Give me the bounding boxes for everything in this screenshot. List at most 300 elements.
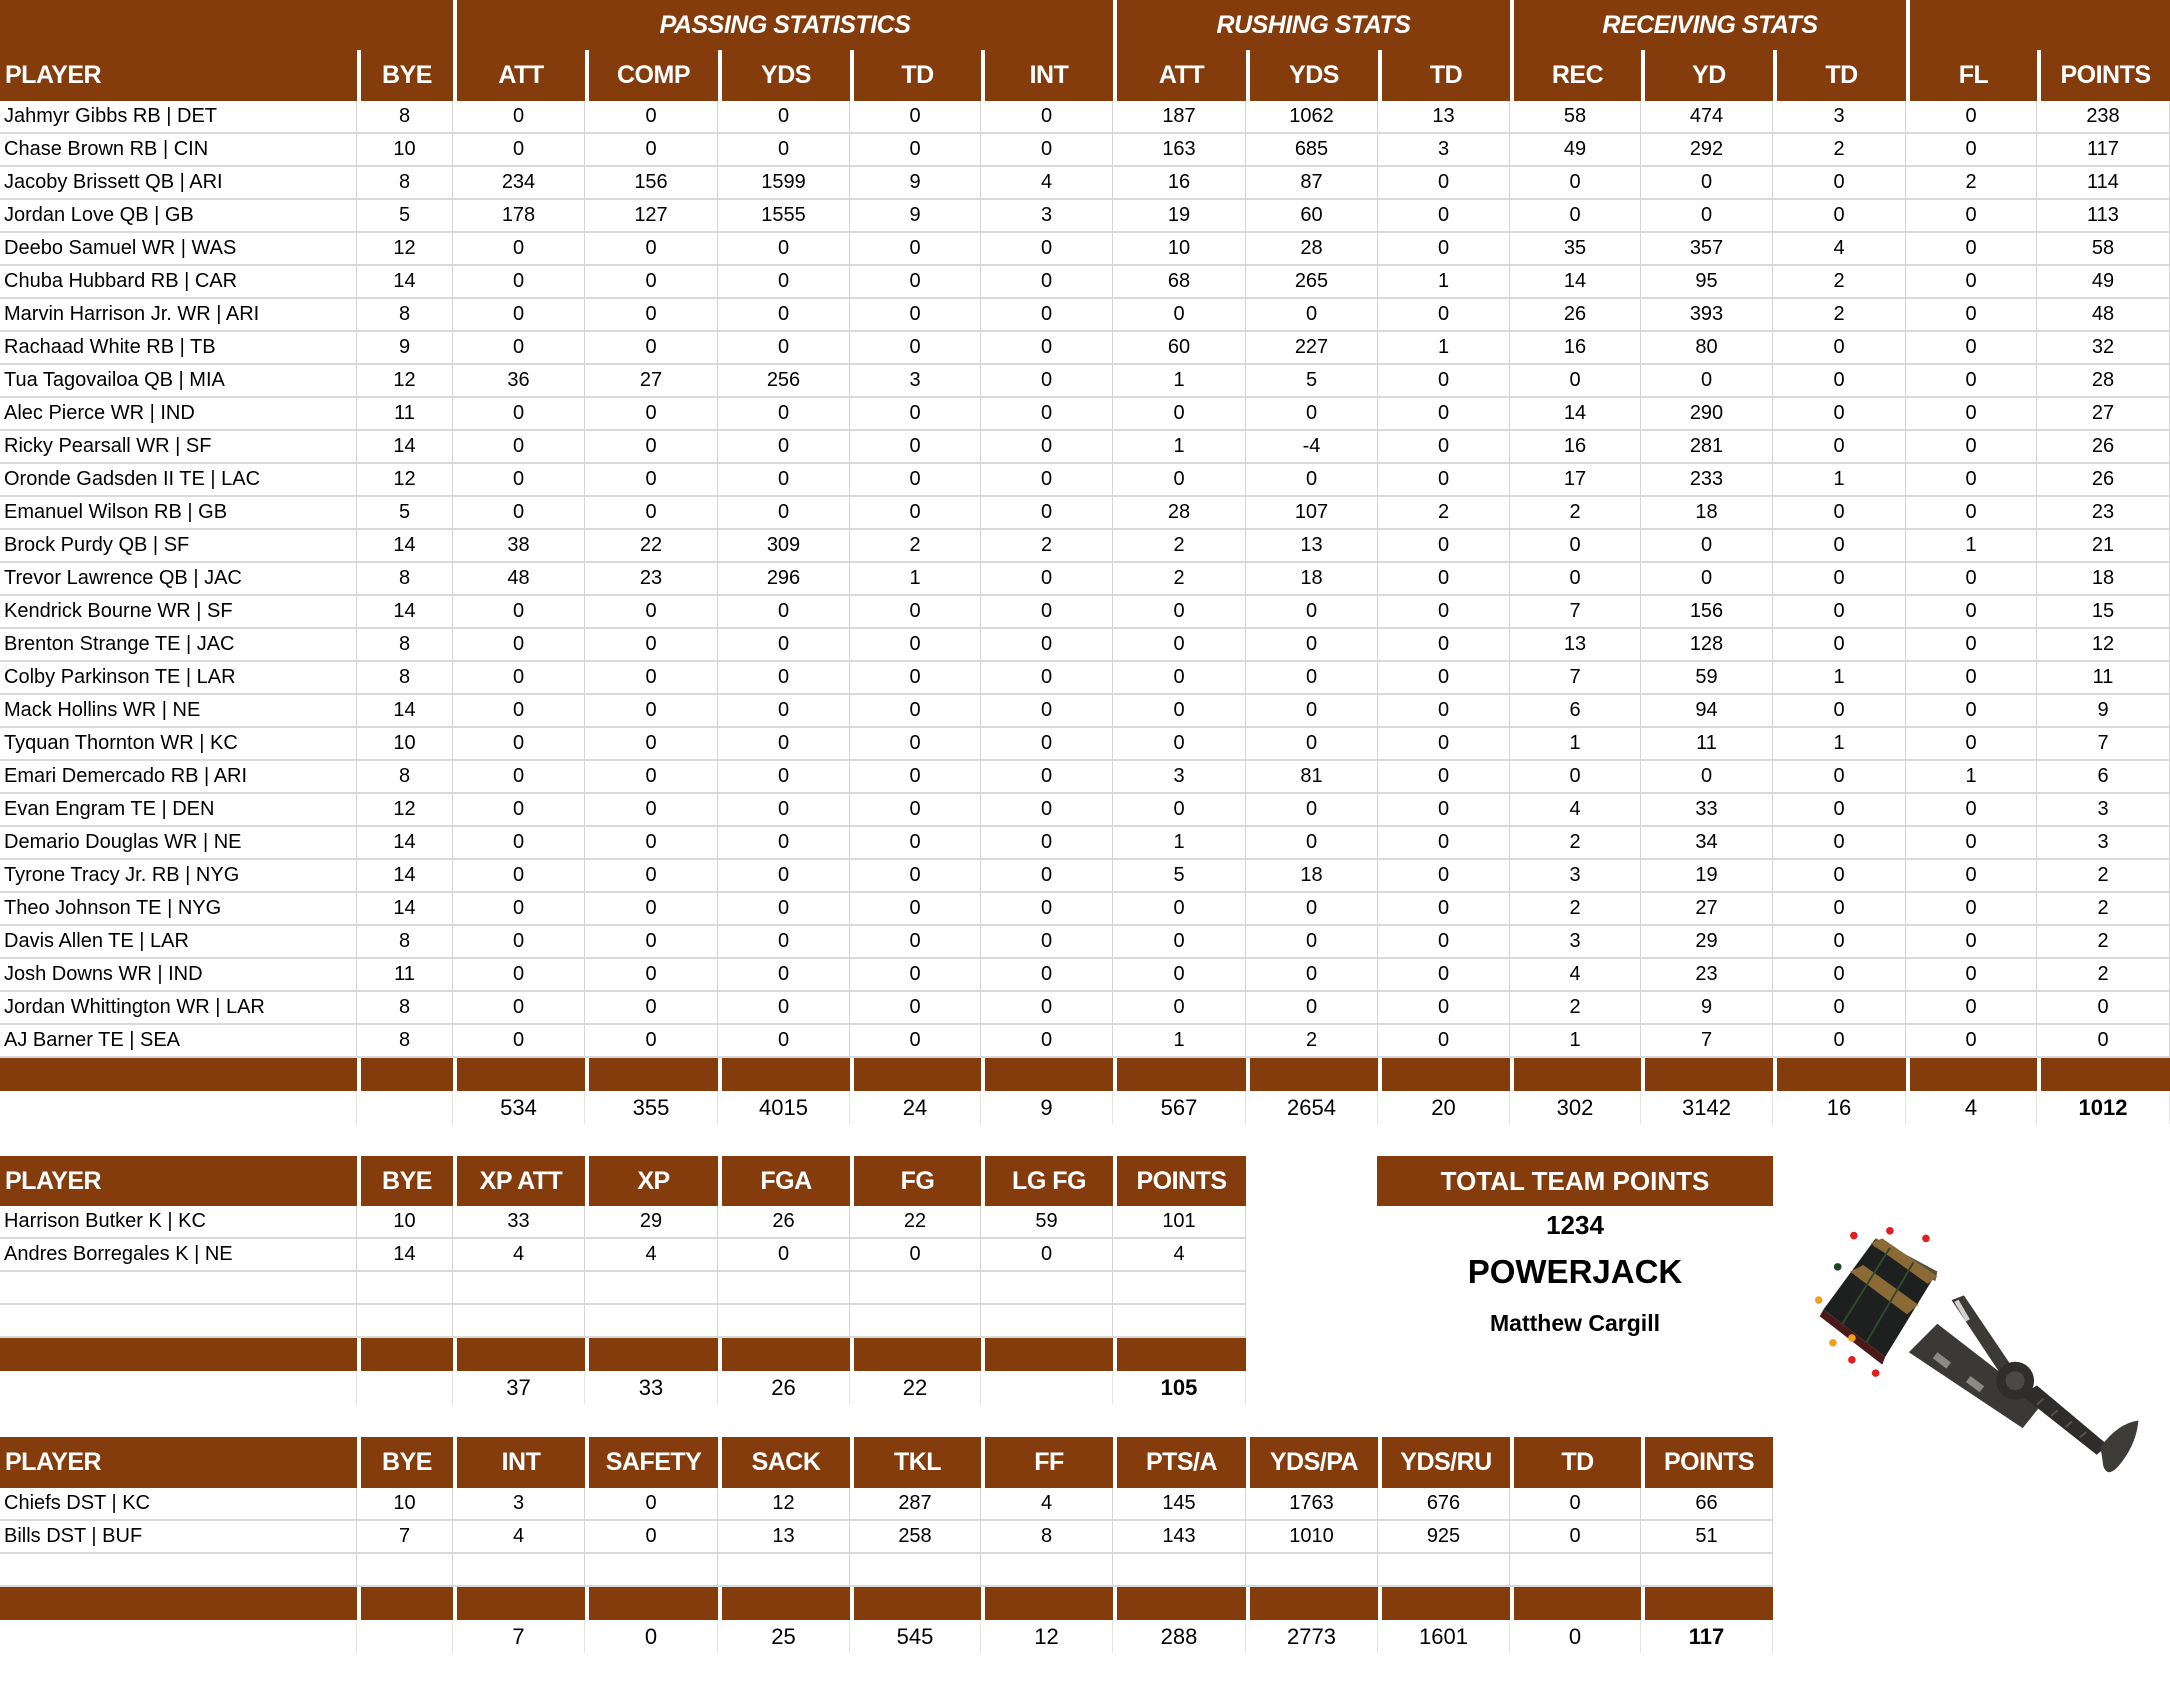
kicker-cell-bye — [357, 1305, 453, 1338]
stat-cell-rec: 16 — [1510, 431, 1641, 464]
stat-cell-rec-td: 0 — [1773, 497, 1906, 530]
stat-cell-pass-td: 0 — [850, 233, 981, 266]
stat-cell-pass-td: 0 — [850, 266, 981, 299]
stat-cell-pass-att: 0 — [453, 299, 585, 332]
stat-cell-rec: 2 — [1510, 893, 1641, 926]
stat-cell-bye: 5 — [357, 497, 453, 530]
player-name-cell[interactable]: Brock Purdy QB | SF — [0, 530, 357, 563]
stat-cell-pass-comp: 0 — [585, 695, 718, 728]
stat-cell-pass-td: 9 — [850, 167, 981, 200]
stat-cell-pass-att: 0 — [453, 893, 585, 926]
stat-cell-rush-att: 28 — [1113, 497, 1246, 530]
stat-cell-rush-att: 0 — [1113, 992, 1246, 1025]
stat-cell-pass-comp: 0 — [585, 233, 718, 266]
stat-cell-pass-yds: 0 — [718, 926, 850, 959]
stat-cell-rush-yds: 0 — [1246, 959, 1378, 992]
stat-cell-pass-att: 0 — [453, 431, 585, 464]
kicker-cell-lg-fg — [981, 1272, 1113, 1305]
defense-cell-tkl: 258 — [850, 1521, 981, 1554]
stat-cell-pass-yds: 0 — [718, 992, 850, 1025]
stat-cell-bye: 11 — [357, 398, 453, 431]
separator-bar — [1510, 1058, 1641, 1091]
stat-cell-rush-yds: -4 — [1246, 431, 1378, 464]
stat-cell-pass-int: 2 — [981, 530, 1113, 563]
player-name-cell[interactable]: Tyquan Thornton WR | KC — [0, 728, 357, 761]
stat-cell-pass-td: 0 — [850, 398, 981, 431]
kicker-cell-xp — [585, 1305, 718, 1338]
separator-bar — [850, 1587, 981, 1620]
stat-cell-pass-int: 0 — [981, 233, 1113, 266]
stat-cell-pass-td: 0 — [850, 431, 981, 464]
stat-cell-pass-int: 0 — [981, 134, 1113, 167]
stat-cell-fl: 0 — [1906, 563, 2037, 596]
total-cell-pass-int: 9 — [981, 1091, 1113, 1124]
defense-cell-tkl — [850, 1554, 981, 1587]
kicker-name-cell[interactable]: Harrison Butker K | KC — [0, 1206, 357, 1239]
player-name-cell[interactable]: Josh Downs WR | IND — [0, 959, 357, 992]
stat-cell-rush-yds: 13 — [1246, 530, 1378, 563]
stat-cell-pass-yds: 0 — [718, 728, 850, 761]
stat-cell-points: 0 — [2037, 1025, 2170, 1058]
stat-cell-rec-yd: 0 — [1641, 365, 1773, 398]
stat-cell-points: 238 — [2037, 101, 2170, 134]
kicker-name-cell[interactable] — [0, 1305, 357, 1338]
defense-header-pts-a[interactable]: PTS/A — [1113, 1437, 1246, 1488]
stat-cell-pass-int: 0 — [981, 596, 1113, 629]
stat-cell-pass-yds: 0 — [718, 431, 850, 464]
stat-cell-pass-int: 0 — [981, 893, 1113, 926]
separator-bar — [1113, 1587, 1246, 1620]
kicker-header-lg-fg[interactable]: LG FG — [981, 1156, 1113, 1206]
stat-cell-points: 2 — [2037, 926, 2170, 959]
column-header-rush-att[interactable]: ATT — [1113, 50, 1246, 101]
column-header-rush-td[interactable]: TD — [1378, 50, 1510, 101]
player-name-cell[interactable]: Tua Tagovailoa QB | MIA — [0, 365, 357, 398]
player-name-cell[interactable]: Brenton Strange TE | JAC — [0, 629, 357, 662]
defense-cell-bye — [357, 1554, 453, 1587]
stat-cell-fl: 0 — [1906, 101, 2037, 134]
defense-header-sack[interactable]: SACK — [718, 1437, 850, 1488]
stat-cell-rec-yd: 33 — [1641, 794, 1773, 827]
stat-cell-fl: 0 — [1906, 233, 2037, 266]
stat-cell-points: 15 — [2037, 596, 2170, 629]
total-cell-fl: 4 — [1906, 1091, 2037, 1124]
player-name-cell[interactable]: Jordan Love QB | GB — [0, 200, 357, 233]
kicker-total-fga: 26 — [718, 1371, 850, 1404]
separator-bar — [718, 1058, 850, 1091]
stat-cell-pass-td: 0 — [850, 299, 981, 332]
stat-cell-rush-yds: 0 — [1246, 596, 1378, 629]
stat-cell-fl: 0 — [1906, 299, 2037, 332]
defense-cell-pts-a: 145 — [1113, 1488, 1246, 1521]
stat-cell-bye: 14 — [357, 695, 453, 728]
column-header-pass-att[interactable]: ATT — [453, 50, 585, 101]
player-name-cell[interactable]: Jacoby Brissett QB | ARI — [0, 167, 357, 200]
stat-cell-pass-td: 3 — [850, 365, 981, 398]
stat-cell-fl: 0 — [1906, 893, 2037, 926]
defense-header-yds-pa[interactable]: YDS/PA — [1246, 1437, 1378, 1488]
stat-cell-pass-int: 0 — [981, 695, 1113, 728]
stat-cell-rec-yd: 292 — [1641, 134, 1773, 167]
stat-cell-pass-att: 0 — [453, 794, 585, 827]
defense-name-cell[interactable]: Chiefs DST | KC — [0, 1488, 357, 1521]
stat-cell-rush-td: 0 — [1378, 596, 1510, 629]
separator-bar — [1641, 1587, 1773, 1620]
stat-cell-rush-td: 1 — [1378, 266, 1510, 299]
stat-cell-points: 21 — [2037, 530, 2170, 563]
column-header-bye[interactable]: BYE — [357, 50, 453, 101]
stat-cell-pass-int: 0 — [981, 629, 1113, 662]
stat-cell-fl: 2 — [1906, 167, 2037, 200]
stat-cell-rush-yds: 0 — [1246, 992, 1378, 1025]
stat-cell-pass-att: 0 — [453, 398, 585, 431]
kicker-cell-xp: 29 — [585, 1206, 718, 1239]
defense-header-yds-ru[interactable]: YDS/RU — [1378, 1437, 1510, 1488]
stat-cell-rush-att: 1 — [1113, 365, 1246, 398]
stat-cell-rec-yd: 156 — [1641, 596, 1773, 629]
stat-cell-fl: 0 — [1906, 464, 2037, 497]
stat-cell-rec-td: 0 — [1773, 827, 1906, 860]
stat-cell-fl: 0 — [1906, 596, 2037, 629]
stat-cell-points: 7 — [2037, 728, 2170, 761]
separator-bar — [981, 1058, 1113, 1091]
stat-cell-rush-att: 2 — [1113, 563, 1246, 596]
stat-cell-rush-td: 0 — [1378, 893, 1510, 926]
defense-cell-pts-a — [1113, 1554, 1246, 1587]
column-header-rec-td[interactable]: TD — [1773, 50, 1906, 101]
defense-total-td: 0 — [1510, 1620, 1641, 1653]
stat-cell-bye: 8 — [357, 299, 453, 332]
kicker-header-fg[interactable]: FG — [850, 1156, 981, 1206]
stat-cell-pass-int: 0 — [981, 794, 1113, 827]
stat-cell-points: 12 — [2037, 629, 2170, 662]
stat-cell-rush-td: 0 — [1378, 398, 1510, 431]
stat-cell-pass-comp: 0 — [585, 596, 718, 629]
stat-cell-pass-int: 0 — [981, 464, 1113, 497]
defense-header-safety[interactable]: SAFETY — [585, 1437, 718, 1488]
stat-cell-pass-att: 0 — [453, 233, 585, 266]
player-name-cell[interactable]: Davis Allen TE | LAR — [0, 926, 357, 959]
separator-bar — [1378, 1058, 1510, 1091]
stat-cell-bye: 8 — [357, 101, 453, 134]
stat-cell-rec: 0 — [1510, 365, 1641, 398]
kicker-name-cell[interactable] — [0, 1272, 357, 1305]
stat-cell-pass-td: 0 — [850, 464, 981, 497]
kicker-header-xp-att[interactable]: XP ATT — [453, 1156, 585, 1206]
stat-cell-rec-yd: 128 — [1641, 629, 1773, 662]
stat-cell-pass-yds: 0 — [718, 299, 850, 332]
stat-cell-rec-td: 0 — [1773, 167, 1906, 200]
column-header-pass-comp[interactable]: COMP — [585, 50, 718, 101]
stat-cell-pass-td: 0 — [850, 695, 981, 728]
defense-cell-points: 51 — [1641, 1521, 1773, 1554]
stat-cell-bye: 8 — [357, 167, 453, 200]
stat-cell-pass-yds: 0 — [718, 266, 850, 299]
stat-cell-rush-yds: 0 — [1246, 794, 1378, 827]
column-header-pass-td[interactable]: TD — [850, 50, 981, 101]
stat-cell-pass-td: 0 — [850, 860, 981, 893]
stat-cell-rush-td: 0 — [1378, 629, 1510, 662]
stat-cell-pass-att: 0 — [453, 860, 585, 893]
stat-cell-pass-att: 0 — [453, 596, 585, 629]
player-name-cell[interactable]: Rachaad White RB | TB — [0, 332, 357, 365]
player-name-cell[interactable]: Demario Douglas WR | NE — [0, 827, 357, 860]
separator-bar — [453, 1058, 585, 1091]
kicker-total-bye — [357, 1371, 453, 1404]
kicker-name-cell[interactable]: Andres Borregales K | NE — [0, 1239, 357, 1272]
stat-cell-rec: 6 — [1510, 695, 1641, 728]
separator-bar — [0, 1587, 357, 1620]
stat-cell-bye: 12 — [357, 794, 453, 827]
team-owner: Matthew Cargill — [1490, 1310, 1660, 1336]
player-name-cell[interactable]: Chase Brown RB | CIN — [0, 134, 357, 167]
stat-cell-rec-td: 0 — [1773, 563, 1906, 596]
stat-cell-pass-yds: 0 — [718, 233, 850, 266]
column-header-pass-int[interactable]: INT — [981, 50, 1113, 101]
defense-total-yds-pa: 2773 — [1246, 1620, 1378, 1653]
player-name-cell[interactable]: Kendrick Bourne WR | SF — [0, 596, 357, 629]
stat-cell-pass-int: 4 — [981, 167, 1113, 200]
stat-cell-pass-comp: 0 — [585, 398, 718, 431]
player-name-cell[interactable]: AJ Barner TE | SEA — [0, 1025, 357, 1058]
stat-cell-rec: 7 — [1510, 596, 1641, 629]
stat-cell-rush-td: 0 — [1378, 695, 1510, 728]
separator-bar — [453, 1587, 585, 1620]
defense-cell-int: 4 — [453, 1521, 585, 1554]
stat-cell-fl: 1 — [1906, 530, 2037, 563]
stat-cell-pass-att: 0 — [453, 959, 585, 992]
stat-cell-rush-att: 163 — [1113, 134, 1246, 167]
kicker-header-points[interactable]: POINTS — [1113, 1156, 1246, 1206]
kicker-header-player[interactable]: PLAYER — [0, 1156, 357, 1206]
defense-total-points: 117 — [1641, 1620, 1773, 1653]
defense-cell-yds-ru: 676 — [1378, 1488, 1510, 1521]
stat-cell-rec-yd: 34 — [1641, 827, 1773, 860]
defense-total-player — [0, 1620, 357, 1653]
kicker-header-fga[interactable]: FGA — [718, 1156, 850, 1206]
stat-cell-pass-att: 0 — [453, 101, 585, 134]
stat-cell-pass-att: 36 — [453, 365, 585, 398]
defense-cell-td: 0 — [1510, 1488, 1641, 1521]
stat-cell-rush-yds: 5 — [1246, 365, 1378, 398]
player-name-cell[interactable]: Jahmyr Gibbs RB | DET — [0, 101, 357, 134]
stat-cell-points: 9 — [2037, 695, 2170, 728]
column-header-rec-yd[interactable]: YD — [1641, 50, 1773, 101]
stat-cell-rush-td: 0 — [1378, 464, 1510, 497]
defense-total-yds-ru: 1601 — [1378, 1620, 1510, 1653]
player-name-cell[interactable]: Theo Johnson TE | NYG — [0, 893, 357, 926]
kicker-cell-fg: 22 — [850, 1206, 981, 1239]
player-name-cell[interactable]: Colby Parkinson TE | LAR — [0, 662, 357, 695]
defense-name-cell[interactable] — [0, 1554, 357, 1587]
stat-cell-rush-att: 187 — [1113, 101, 1246, 134]
defense-header-points[interactable]: POINTS — [1641, 1437, 1773, 1488]
stat-cell-pass-att: 0 — [453, 266, 585, 299]
kicker-header-bye[interactable]: BYE — [357, 1156, 453, 1206]
stat-cell-pass-comp: 0 — [585, 794, 718, 827]
defense-header-tkl[interactable]: TKL — [850, 1437, 981, 1488]
kicker-cell-bye: 10 — [357, 1206, 453, 1239]
kicker-cell-bye — [357, 1272, 453, 1305]
stat-cell-rec: 0 — [1510, 761, 1641, 794]
stat-cell-pass-td: 1 — [850, 563, 981, 596]
stat-cell-bye: 14 — [357, 860, 453, 893]
stat-cell-rush-td: 0 — [1378, 431, 1510, 464]
player-name-cell[interactable]: Oronde Gadsden II TE | LAC — [0, 464, 357, 497]
stat-cell-pass-int: 0 — [981, 926, 1113, 959]
stat-cell-pass-int: 0 — [981, 563, 1113, 596]
stat-cell-points: 49 — [2037, 266, 2170, 299]
stat-cell-pass-int: 0 — [981, 101, 1113, 134]
stat-cell-rec-td: 3 — [1773, 101, 1906, 134]
stat-cell-rush-att: 19 — [1113, 200, 1246, 233]
stat-cell-pass-yds: 296 — [718, 563, 850, 596]
stat-cell-rec: 35 — [1510, 233, 1641, 266]
defense-name-cell[interactable]: Bills DST | BUF — [0, 1521, 357, 1554]
separator-bar — [0, 1338, 357, 1371]
player-name-cell[interactable]: Ricky Pearsall WR | SF — [0, 431, 357, 464]
stat-cell-rush-yds: 265 — [1246, 266, 1378, 299]
stat-cell-points: 11 — [2037, 662, 2170, 695]
stat-cell-fl: 0 — [1906, 266, 2037, 299]
group-header-receiving: RECEIVING STATS — [1510, 0, 1906, 50]
kicker-total-xp-att: 37 — [453, 1371, 585, 1404]
group-header-passing: PASSING STATISTICS — [453, 0, 1113, 50]
stat-cell-pass-comp: 0 — [585, 893, 718, 926]
stat-cell-fl: 0 — [1906, 1025, 2037, 1058]
player-name-cell[interactable]: Alec Pierce WR | IND — [0, 398, 357, 431]
stat-cell-bye: 5 — [357, 200, 453, 233]
stat-cell-pass-td: 0 — [850, 992, 981, 1025]
stat-cell-pass-comp: 0 — [585, 431, 718, 464]
player-name-cell[interactable]: Deebo Samuel WR | WAS — [0, 233, 357, 266]
stat-cell-rush-td: 0 — [1378, 299, 1510, 332]
defense-cell-sack: 12 — [718, 1488, 850, 1521]
column-header-points[interactable]: POINTS — [2037, 50, 2170, 101]
stat-cell-pass-td: 0 — [850, 497, 981, 530]
stat-cell-rush-yds: 0 — [1246, 464, 1378, 497]
stat-cell-rec: 17 — [1510, 464, 1641, 497]
stat-cell-rec-td: 0 — [1773, 893, 1906, 926]
separator-bar — [718, 1587, 850, 1620]
stat-cell-fl: 0 — [1906, 398, 2037, 431]
stat-cell-points: 23 — [2037, 497, 2170, 530]
stat-cell-rec: 0 — [1510, 530, 1641, 563]
stat-cell-pass-yds: 0 — [718, 893, 850, 926]
player-name-cell[interactable]: Trevor Lawrence QB | JAC — [0, 563, 357, 596]
stat-cell-rec-td: 4 — [1773, 233, 1906, 266]
player-name-cell[interactable]: Chuba Hubbard RB | CAR — [0, 266, 357, 299]
total-points-cell: 1012 — [2037, 1091, 2170, 1124]
defense-cell-safety: 0 — [585, 1521, 718, 1554]
stat-cell-fl: 0 — [1906, 662, 2037, 695]
column-header-rush-yds[interactable]: YDS — [1246, 50, 1378, 101]
player-name-cell[interactable]: Marvin Harrison Jr. WR | ARI — [0, 299, 357, 332]
stat-cell-rush-yds: 0 — [1246, 629, 1378, 662]
stat-cell-rush-td: 0 — [1378, 200, 1510, 233]
stat-cell-rush-td: 1 — [1378, 332, 1510, 365]
stat-cell-pass-comp: 0 — [585, 992, 718, 1025]
stat-cell-fl: 0 — [1906, 959, 2037, 992]
defense-header-bye[interactable]: BYE — [357, 1437, 453, 1488]
stat-cell-pass-comp: 0 — [585, 662, 718, 695]
total-cell-pass-comp: 355 — [585, 1091, 718, 1124]
stat-cell-rec-td: 0 — [1773, 860, 1906, 893]
total-cell-rush-yds: 2654 — [1246, 1091, 1378, 1124]
column-header-rec[interactable]: REC — [1510, 50, 1641, 101]
total-cell-pass-att: 534 — [453, 1091, 585, 1124]
column-header-fl[interactable]: FL — [1906, 50, 2037, 101]
kicker-total-xp: 33 — [585, 1371, 718, 1404]
stat-cell-rec-yd: 7 — [1641, 1025, 1773, 1058]
stat-cell-rush-att: 5 — [1113, 860, 1246, 893]
defense-header-player[interactable]: PLAYER — [0, 1437, 357, 1488]
defense-header-ff[interactable]: FF — [981, 1437, 1113, 1488]
stat-cell-rush-yds: 0 — [1246, 662, 1378, 695]
column-header-pass-yds[interactable]: YDS — [718, 50, 850, 101]
stat-cell-pass-yds: 0 — [718, 860, 850, 893]
stat-cell-rush-yds: 0 — [1246, 728, 1378, 761]
stat-cell-pass-yds: 0 — [718, 662, 850, 695]
stat-cell-pass-td: 9 — [850, 200, 981, 233]
player-name-cell[interactable]: Evan Engram TE | DEN — [0, 794, 357, 827]
stat-cell-rec-yd: 11 — [1641, 728, 1773, 761]
kicker-header-xp[interactable]: XP — [585, 1156, 718, 1206]
stat-cell-pass-int: 0 — [981, 266, 1113, 299]
stat-cell-fl: 0 — [1906, 992, 2037, 1025]
stat-cell-bye: 8 — [357, 761, 453, 794]
stat-cell-pass-yds: 256 — [718, 365, 850, 398]
total-team-points-header: TOTAL TEAM POINTS — [1377, 1156, 1773, 1206]
player-name-cell[interactable]: Emanuel Wilson RB | GB — [0, 497, 357, 530]
stat-cell-rush-att: 0 — [1113, 662, 1246, 695]
stat-cell-bye: 8 — [357, 563, 453, 596]
stat-cell-points: 2 — [2037, 893, 2170, 926]
stat-cell-rec-yd: 59 — [1641, 662, 1773, 695]
stat-cell-rec: 16 — [1510, 332, 1641, 365]
kicker-total-player — [0, 1371, 357, 1404]
player-name-cell[interactable]: Tyrone Tracy Jr. RB | NYG — [0, 860, 357, 893]
stat-cell-pass-comp: 0 — [585, 926, 718, 959]
separator-bar — [718, 1338, 850, 1371]
column-header-player[interactable]: PLAYER — [0, 50, 357, 101]
stat-cell-points: 2 — [2037, 959, 2170, 992]
stat-cell-rush-yds: 0 — [1246, 299, 1378, 332]
stat-cell-rec: 14 — [1510, 398, 1641, 431]
stat-cell-rec: 0 — [1510, 167, 1641, 200]
stat-cell-pass-td: 2 — [850, 530, 981, 563]
stat-cell-pass-comp: 0 — [585, 497, 718, 530]
stat-cell-rush-td: 0 — [1378, 761, 1510, 794]
stat-cell-bye: 14 — [357, 266, 453, 299]
defense-header-td[interactable]: TD — [1510, 1437, 1641, 1488]
player-name-cell[interactable]: Mack Hollins WR | NE — [0, 695, 357, 728]
stat-cell-rec-yd: 94 — [1641, 695, 1773, 728]
stat-cell-rush-td: 0 — [1378, 992, 1510, 1025]
player-name-cell[interactable]: Jordan Whittington WR | LAR — [0, 992, 357, 1025]
stat-cell-pass-comp: 0 — [585, 827, 718, 860]
stat-cell-pass-att: 38 — [453, 530, 585, 563]
stat-cell-pass-td: 0 — [850, 134, 981, 167]
defense-header-int[interactable]: INT — [453, 1437, 585, 1488]
kicker-cell-xp — [585, 1272, 718, 1305]
stat-cell-pass-int: 0 — [981, 992, 1113, 1025]
player-name-cell[interactable]: Emari Demercado RB | ARI — [0, 761, 357, 794]
kicker-cell-fg: 0 — [850, 1239, 981, 1272]
stat-cell-rush-att: 2 — [1113, 530, 1246, 563]
stat-cell-bye: 12 — [357, 464, 453, 497]
stat-cell-rec-yd: 290 — [1641, 398, 1773, 431]
